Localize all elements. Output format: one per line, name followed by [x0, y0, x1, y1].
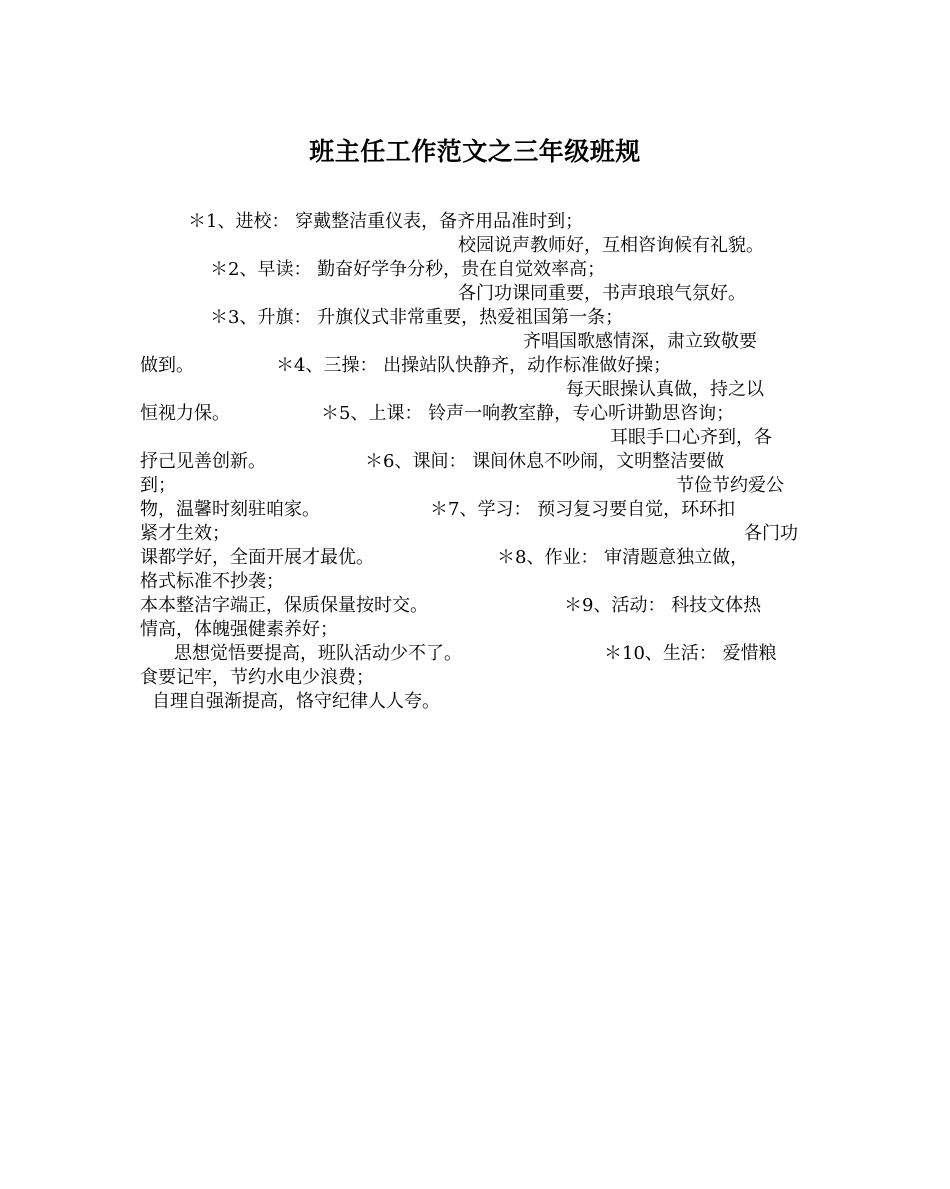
- text-segment: 食要记牢，节约水电少浪费；: [140, 667, 374, 688]
- text-segment: ＊10、生活： 爱惜粮: [604, 643, 777, 664]
- text-segment: 情高，体魄强健素养好；: [140, 619, 338, 640]
- text-segment: 紧才生效；: [140, 523, 230, 544]
- text-segment: 齐唱国歌感情深，肃立致敬要: [523, 331, 757, 352]
- text-segment: 各门功课同重要，书声琅琅气氛好。: [458, 283, 746, 304]
- text-line: [140, 666, 830, 690]
- text-line: [140, 354, 830, 378]
- text-segment: 节俭节约爱公: [676, 475, 784, 496]
- text-line: [140, 426, 830, 450]
- text-line: [140, 618, 830, 642]
- text-line: [140, 690, 830, 714]
- text-line: [140, 402, 830, 426]
- text-segment: 到；: [140, 475, 176, 496]
- text-segment: 本本整洁字端正，保质保量按时交。: [140, 595, 428, 616]
- text-line: [140, 282, 830, 306]
- text-line: [140, 594, 830, 618]
- text-segment: ＊1、进校： 穿戴整洁重仪表，备齐用品准时到；: [188, 211, 584, 232]
- text-segment: 每天眼操认真做，持之以: [566, 379, 764, 400]
- text-line: [140, 258, 830, 282]
- text-line: [140, 378, 830, 402]
- text-segment: ＊2、早读： 勤奋好学争分秒，贵在自觉效率高；: [210, 259, 606, 280]
- text-segment: 抒己见善创新。: [140, 451, 266, 472]
- text-line: [140, 210, 830, 234]
- text-segment: ＊9、活动： 科技文体热: [564, 595, 762, 616]
- text-segment: 物，温馨时刻驻咱家。: [140, 499, 320, 520]
- text-segment: ＊6、课间： 课间休息不吵闹，文明整洁要做: [365, 451, 725, 472]
- text-segment: 思想觉悟要提高，班队活动少不了。: [174, 643, 462, 664]
- text-segment: ＊3、升旗： 升旗仪式非常重要，热爱祖国第一条；: [210, 307, 624, 328]
- text-line: [140, 522, 830, 546]
- text-segment: 耳眼手口心齐到，各: [610, 427, 772, 448]
- text-line: [140, 498, 830, 522]
- text-line: [140, 570, 830, 594]
- text-segment: 做到。: [140, 355, 194, 376]
- text-segment: 格式标准不抄袭；: [140, 571, 284, 592]
- text-segment: 各门功: [744, 523, 798, 544]
- text-segment: ＊8、作业： 审清题意独立做，: [497, 547, 749, 568]
- text-line: [140, 306, 830, 330]
- document-title: 班主任工作范文之三年级班规: [309, 137, 641, 166]
- text-segment: ＊5、上课： 铃声一响教室静，专心听讲勤思咨询；: [321, 403, 735, 424]
- text-line: [140, 330, 830, 354]
- text-segment: 恒视力保。: [140, 403, 230, 424]
- text-line: [140, 450, 830, 474]
- text-segment: 课都学好，全面开展才最优。: [140, 547, 374, 568]
- text-segment: ＊7、学习： 预习复习要自觉，环环扣: [430, 499, 736, 520]
- text-line: [140, 546, 830, 570]
- text-segment: ＊4、三操： 出操站队快静齐，动作标准做好操；: [276, 355, 672, 376]
- text-segment: 自理自强渐提高，恪守纪律人人夸。: [152, 691, 440, 712]
- text-line: [140, 474, 830, 498]
- text-line: [140, 642, 830, 666]
- text-line: [140, 234, 830, 258]
- text-segment: 校园说声教师好，互相咨询候有礼貌。: [458, 235, 764, 256]
